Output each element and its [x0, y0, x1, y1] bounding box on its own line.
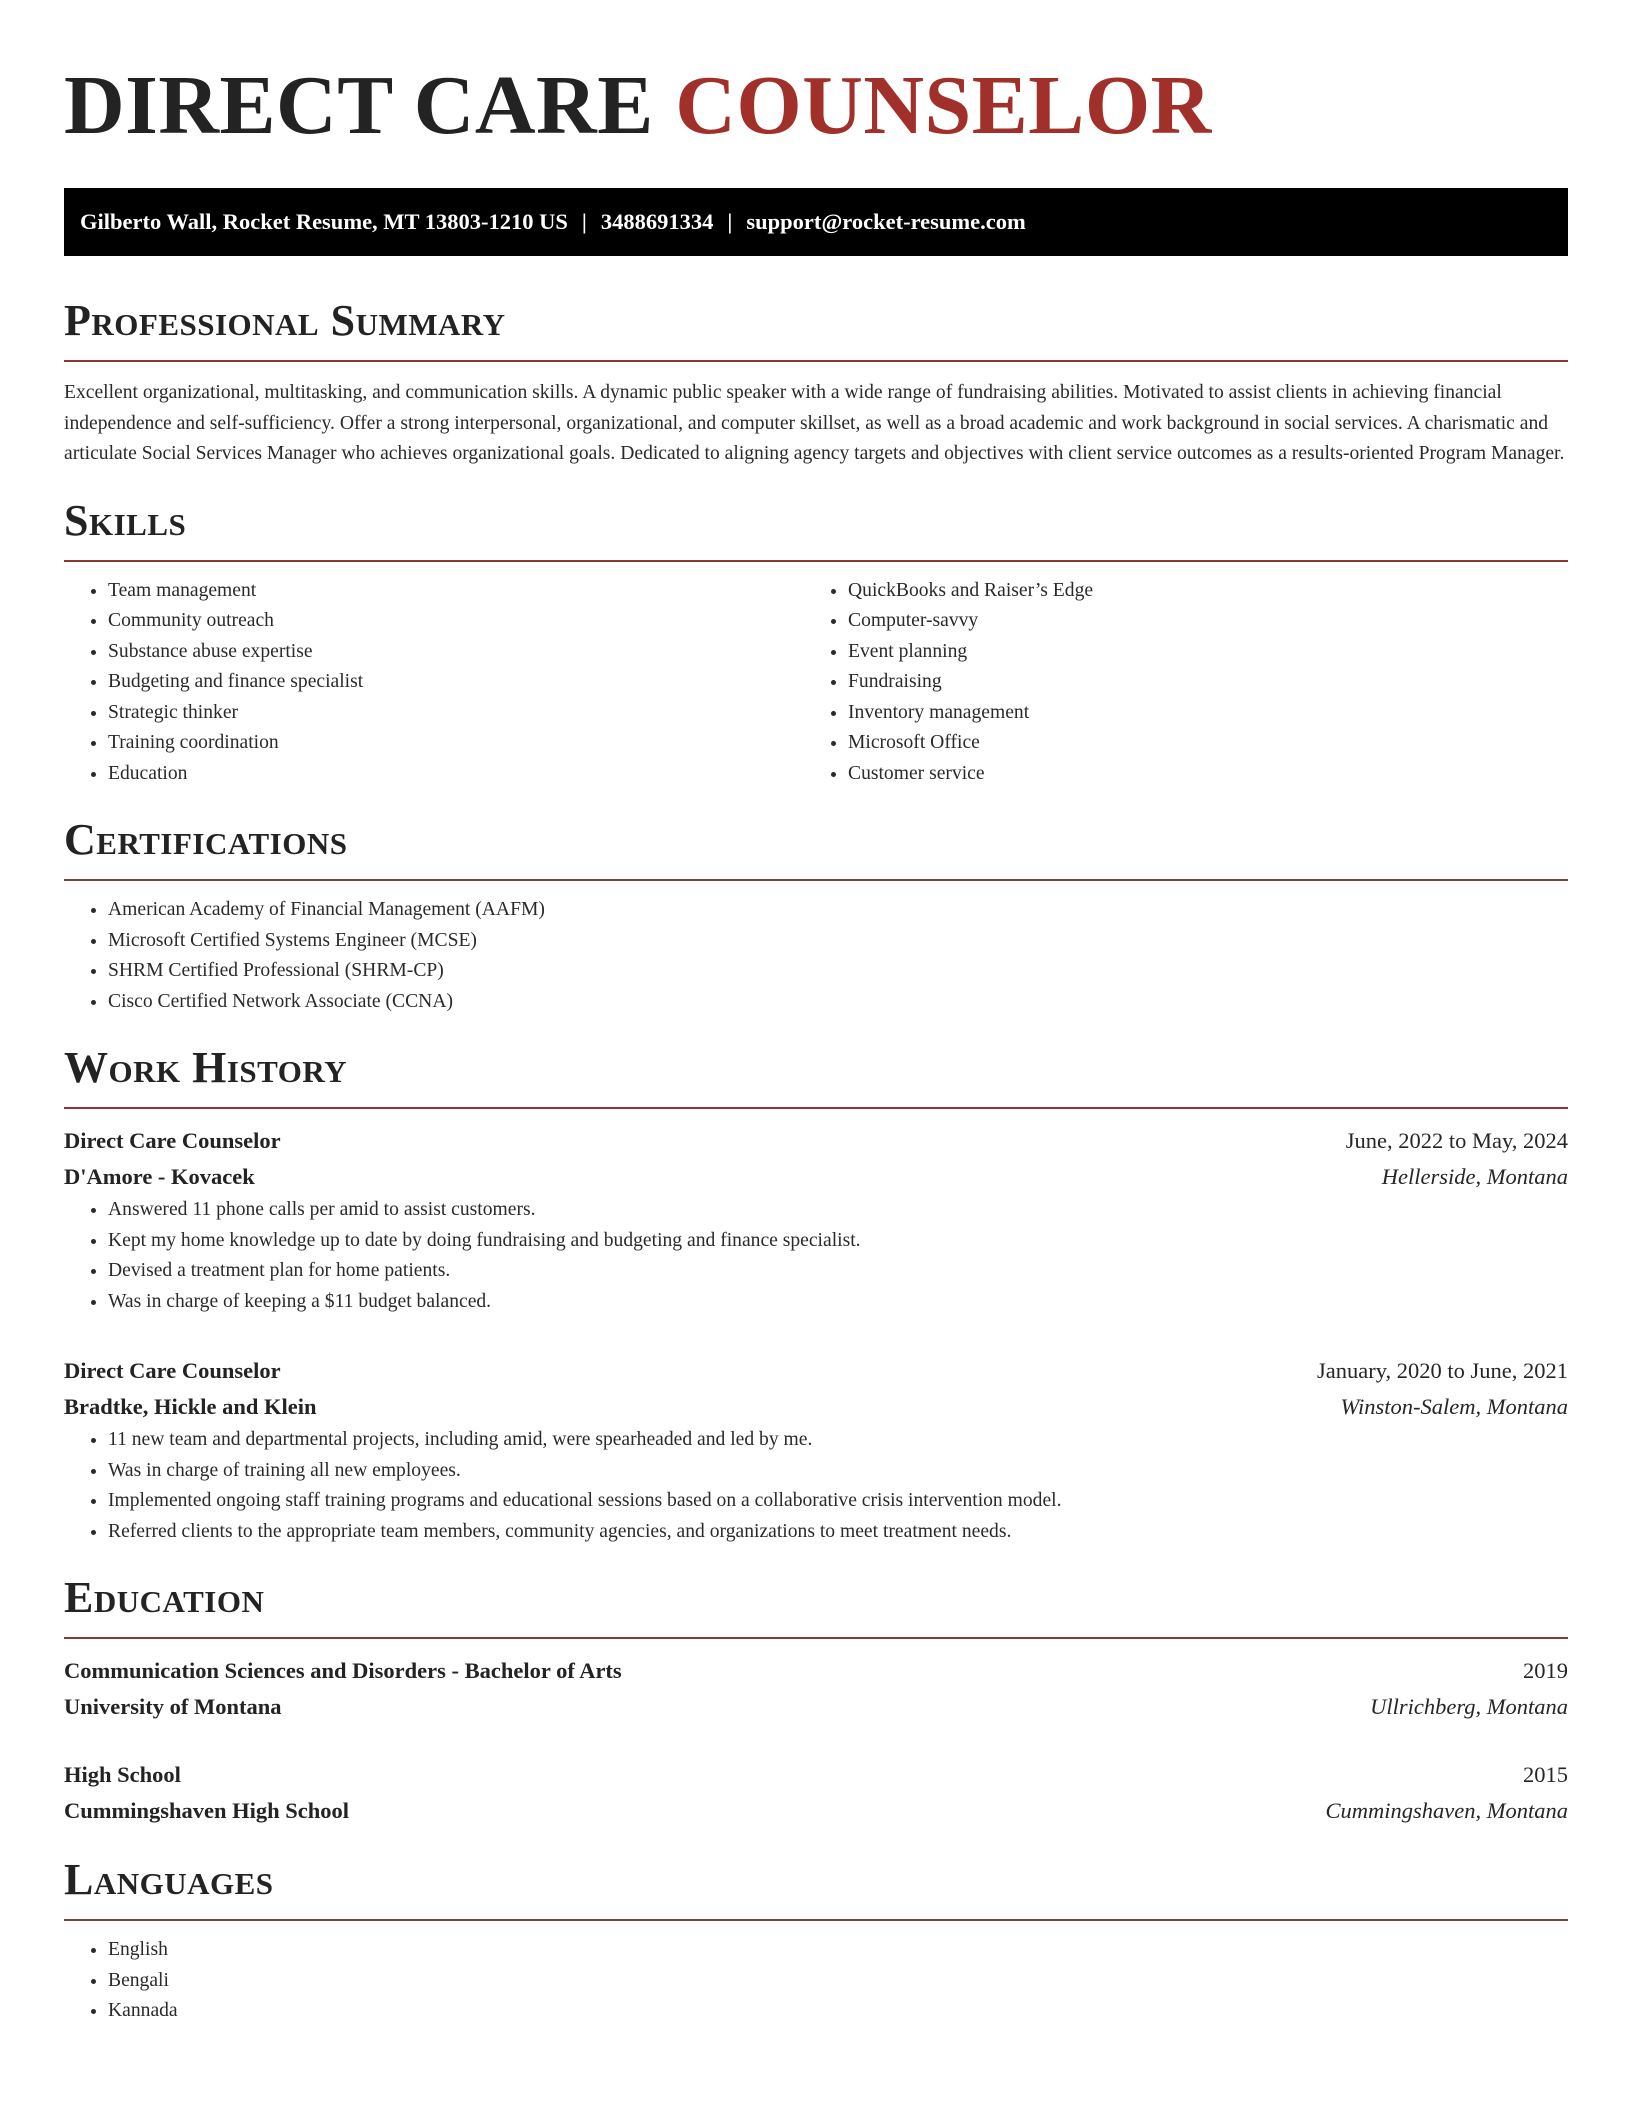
skills-list-right — [804, 576, 1544, 790]
education-school-row — [64, 1793, 1568, 1829]
skills-list-left — [64, 576, 804, 790]
section-heading: Professional Summary — [64, 296, 506, 345]
education-degree: High School — [64, 1762, 181, 1788]
skills-grid — [64, 576, 1568, 790]
section-heading: Work History — [64, 1043, 348, 1093]
title-part-2: COUNSELOR — [675, 59, 1212, 152]
list-item: • Was in charge of training all new employees. — [108, 1456, 1568, 1487]
job-bullets — [64, 1195, 1568, 1317]
job-dates: June, 2022 to May, 2024 — [1345, 1128, 1568, 1154]
summary-text: Excellent organizational, multitasking, and communication skills. A dynamic public speaker with a wide range of fundraising abilities. Motivated to assist clients in achieving financial independence and self-sufficiency. Offer a strong interpersonal, organizational, and computer skillset, as well as a broad academic and work background in social services. A charismatic and articulate Social Services Manager who achieves organizational goals. Dedicated to aligning agency targets and objectives with client service outcomes as a results-oriented Program Manager. — [64, 382, 1565, 465]
education-section — [64, 1573, 1568, 1829]
education-year: 2015 — [1523, 1762, 1568, 1788]
list-item: • Microsoft Office — [848, 728, 1544, 759]
list-item: • Fundraising — [848, 667, 1544, 698]
list-item: • American Academy of Financial Management (AAFM) — [108, 895, 1568, 926]
certifications-section — [64, 815, 1568, 1017]
education-school: Cummingshaven High School — [64, 1798, 350, 1824]
education-degree: Communication Sciences and Disorders - Bachelor of Arts — [64, 1658, 622, 1684]
job-bullets — [64, 1425, 1568, 1547]
list-item: • Cisco Certified Network Associate (CCNA) — [108, 987, 1568, 1018]
section-heading: Certifications — [64, 815, 348, 865]
list-item: • 11 new team and departmental projects, including amid, were spearheaded and led by me. — [108, 1425, 1568, 1456]
list-item: • SHRM Certified Professional (SHRM-CP) — [108, 956, 1568, 987]
list-item: • Computer-savvy — [848, 606, 1544, 637]
section-divider — [64, 360, 1568, 362]
education-entry — [64, 1653, 1568, 1725]
job-title: Direct Care Counselor — [64, 1358, 281, 1384]
list-item: • Education — [108, 759, 804, 790]
list-item: • Referred clients to the appropriate team members, community agencies, and organizations to meet treatment needs. — [108, 1517, 1568, 1548]
job-company-row — [64, 1389, 1568, 1425]
list-item: • Was in charge of keeping a $11 budget balanced. — [108, 1287, 1568, 1318]
education-location: Ullrichberg, Montana — [1370, 1694, 1568, 1720]
section-divider — [64, 1919, 1568, 1921]
languages-list — [64, 1935, 1568, 2027]
section-heading: Education — [64, 1573, 265, 1623]
list-item: • Kept my home knowledge up to date by doing fundraising and budgeting and finance specialist. — [108, 1226, 1568, 1257]
list-item: • Budgeting and finance specialist — [108, 667, 804, 698]
list-item: • English — [108, 1935, 1568, 1966]
section-divider — [64, 1637, 1568, 1639]
list-item: • QuickBooks and Raiser’s Edge — [848, 576, 1544, 607]
skills-column-right — [804, 576, 1544, 790]
education-entry — [64, 1757, 1568, 1829]
job-entry — [64, 1353, 1568, 1547]
contact-bar — [64, 188, 1568, 256]
job-company: Bradtke, Hickle and Klein — [64, 1394, 317, 1420]
list-item: • Customer service — [848, 759, 1544, 790]
section-divider — [64, 560, 1568, 562]
summary-section — [64, 296, 1568, 470]
list-item: • Community outreach — [108, 606, 804, 637]
education-school-row — [64, 1689, 1568, 1725]
section-heading: Languages — [64, 1855, 274, 1905]
education-degree-row — [64, 1757, 1568, 1793]
list-item: • Strategic thinker — [108, 698, 804, 729]
work-history-section — [64, 1043, 1568, 1547]
contact-address: Gilberto Wall, Rocket Resume, MT 13803-1210 US — [80, 209, 568, 234]
skills-column-left — [64, 576, 804, 790]
section-divider — [64, 1107, 1568, 1109]
list-item: • Implemented ongoing staff training programs and educational sessions based on a collaborative crisis intervention model. — [108, 1486, 1568, 1517]
job-company: D'Amore - Kovacek — [64, 1164, 255, 1190]
section-divider — [64, 879, 1568, 881]
list-item: • Inventory management — [848, 698, 1544, 729]
list-item: • Microsoft Certified Systems Engineer (MCSE) — [108, 926, 1568, 957]
job-dates: January, 2020 to June, 2021 — [1316, 1358, 1568, 1384]
job-company-row — [64, 1159, 1568, 1195]
job-title: Direct Care Counselor — [64, 1128, 281, 1154]
section-heading: Skills — [64, 495, 187, 545]
job-location: Hellerside, Montana — [1381, 1164, 1568, 1190]
skills-section — [64, 496, 1568, 790]
job-location: Winston-Salem, Montana — [1340, 1394, 1568, 1420]
education-school: University of Montana — [64, 1694, 282, 1720]
contact-separator: | — [727, 209, 733, 234]
job-entry — [64, 1123, 1568, 1317]
list-item: • Kannada — [108, 1996, 1568, 2027]
list-item: • Team management — [108, 576, 804, 607]
list-item: • Training coordination — [108, 728, 804, 759]
list-item: • Answered 11 phone calls per amid to assist customers. — [108, 1195, 1568, 1226]
list-item: • Substance abuse expertise — [108, 637, 804, 668]
contact-separator: | — [581, 209, 587, 234]
certifications-list — [64, 895, 1568, 1017]
contact-phone: 3488691334 — [600, 209, 714, 234]
list-item: • Devised a treatment plan for home patients. — [108, 1256, 1568, 1287]
list-item: • Bengali — [108, 1966, 1568, 1997]
title-part-1: DIRECT CARE — [64, 59, 654, 152]
contact-email: support@rocket-resume.com — [746, 209, 1026, 234]
resume-title — [64, 56, 1568, 156]
education-location: Cummingshaven, Montana — [1325, 1798, 1568, 1824]
languages-section — [64, 1855, 1568, 2027]
education-degree-row — [64, 1653, 1568, 1689]
education-year: 2019 — [1523, 1658, 1568, 1684]
job-header-row — [64, 1353, 1568, 1389]
list-item: • Event planning — [848, 637, 1544, 668]
job-header-row — [64, 1123, 1568, 1159]
